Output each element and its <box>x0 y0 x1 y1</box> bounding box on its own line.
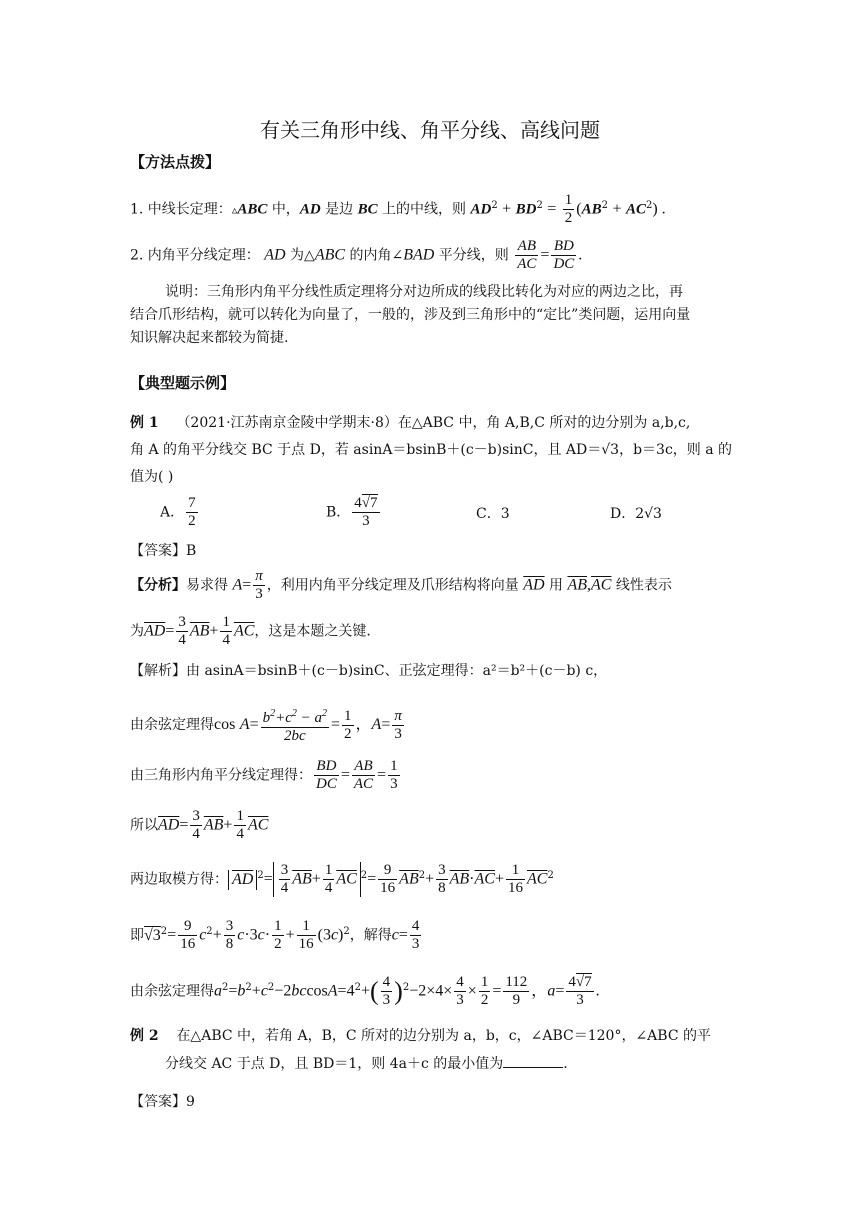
median-theorem: 1. 中线长定理：▵ABC 中，AD 是边 BC 上的中线，则 $AD^2 + BD^2$ = $\frac{1}{2}$ $(AB^2 + AC^2)$ . <box>130 192 666 226</box>
example-1-answer: 【答案】B <box>130 543 197 559</box>
vector-step: 所以$\overline{AD}=$ $\frac{3}{4}$ $\overline{AB}+$ $\frac{1}{4}$ $\overline{AC}$ <box>130 808 269 842</box>
answer-blank[interactable] <box>503 1067 563 1068</box>
cosine-step: 由余弦定理得cos A= $\frac{b^2+c^2 - a^2}{2bc}$ = $\frac{1}{2}$ ，A= $\frac{\pi}{3}$ <box>130 705 730 745</box>
example-1-label: 例 1 <box>130 415 159 431</box>
example-1-solution: 【解析】由 asinA＝bsinB＋(c－b)sinC、正弦定理得：a²＝b²＋(c－b) c， <box>130 663 608 679</box>
example-1-line-1: 例 1 （2021·江苏南京金陵中学期末·8）在△ABC 中，角 A,B,C 所对的边分别为 a,b,c, <box>130 415 691 431</box>
page-title: 有关三角形中线、角平分线、高线问题 <box>260 118 600 142</box>
example-2-line-2: 分线交 AC 于点 D，且 BD＝1，则 4a＋c 的最小值为 . <box>165 1056 568 1072</box>
option-a: A． $\frac{7}{2}$ <box>160 495 196 529</box>
example-2-line-1: 例 2 在△ABC 中，若角 A，B，C 所对的边分别为 a，b，c，∠ABC＝120°，∠ABC 的平 <box>130 1028 712 1044</box>
bisector-step: 由三角形内角平分线定理得： $\frac{BD}{DC}$ = $\frac{AB}{AC}$ = $\frac{1}{3}$ <box>130 758 398 792</box>
note-line-1: 说明：三角形内角平分线性质定理将分对边所成的线段比转化为对应的两边之比，再 <box>165 284 683 300</box>
option-b: B． $\frac{4√7}{3}$ <box>326 495 378 529</box>
note-line-3: 知识解决起来都较为简捷. <box>130 330 289 346</box>
example-2-answer: 【答案】9 <box>130 1094 195 1110</box>
equation-step: 即$√3^2=$ $\frac{9}{16}$ $c^2+$ $\frac{3}{8}$ c·3c· $\frac{1}{2}$ + $\frac{1}{16}$ $(3c)^2$，解得c= $\frac{4}{3}$ <box>130 918 420 952</box>
bisector-theorem: 2. 内角平分线定理： AD 为△ABC 的内角∠BAD 平分线，则 $\frac{AB}{AC}$ = $\frac{BD}{DC}$ . <box>130 238 583 272</box>
section-examples: 【典型题示例】 <box>130 374 236 392</box>
note-line-2: 结合爪形结构，就可以转化为向量了，一般的，涉及到三角形中的“定比”类问题，运用向量 <box>130 307 691 323</box>
example-1-line-2: 角 A 的角平分线交 BC 于点 D，若 asinA＝bsinB＋(c－b)sinC，且 AD＝√3，b＝3c，则 a 的 <box>130 442 733 458</box>
modulus-step: 两边取模方得： $\overline{AD}$ $^2$= $\frac{3}{4}$ $\overline{AB}+$ $\frac{1}{4}$ $\overline{AC}$ $^2$= $\frac{9}{16}$ $\overline{AB}^2+$ $\frac{3}{8}$ $\overline{AB}\cdot\overline{AC}+$ $\frac{1}{16}$ $\overline{AC}^2$ <box>130 862 554 896</box>
option-d: D．2√3 <box>610 506 662 522</box>
final-step: 由余弦定理得$a^2=b^2+c^2-2bccosA=4^2+$( $\frac{4}{3}$ )$^2$−2×4× $\frac{4}{3}$ × $\frac{1}{2}$ = $\frac{112}{9}$ ，a= $\frac{4√7}{3}$ . <box>130 974 600 1008</box>
option-c: C．3 <box>476 506 510 522</box>
example-2-label: 例 2 <box>130 1028 159 1044</box>
example-1-analysis-2: 为$\overline{AD}=$ $\frac{3}{4}$ $\overline{AB}+$ $\frac{1}{4}$ $\overline{AC}$，这是本题之关键. <box>130 614 371 648</box>
example-1-line-3: 值为( ) <box>130 469 174 485</box>
section-method: 【方法点拨】 <box>130 153 221 171</box>
example-1-analysis: 【分析】易求得 A= $\frac{\pi}{3}$ ，利用内角平分线定理及爪形结构将向量 $\overline{AD}$ 用 $\overline{AB},\overline{AC}$ 线性表示 <box>130 568 672 602</box>
